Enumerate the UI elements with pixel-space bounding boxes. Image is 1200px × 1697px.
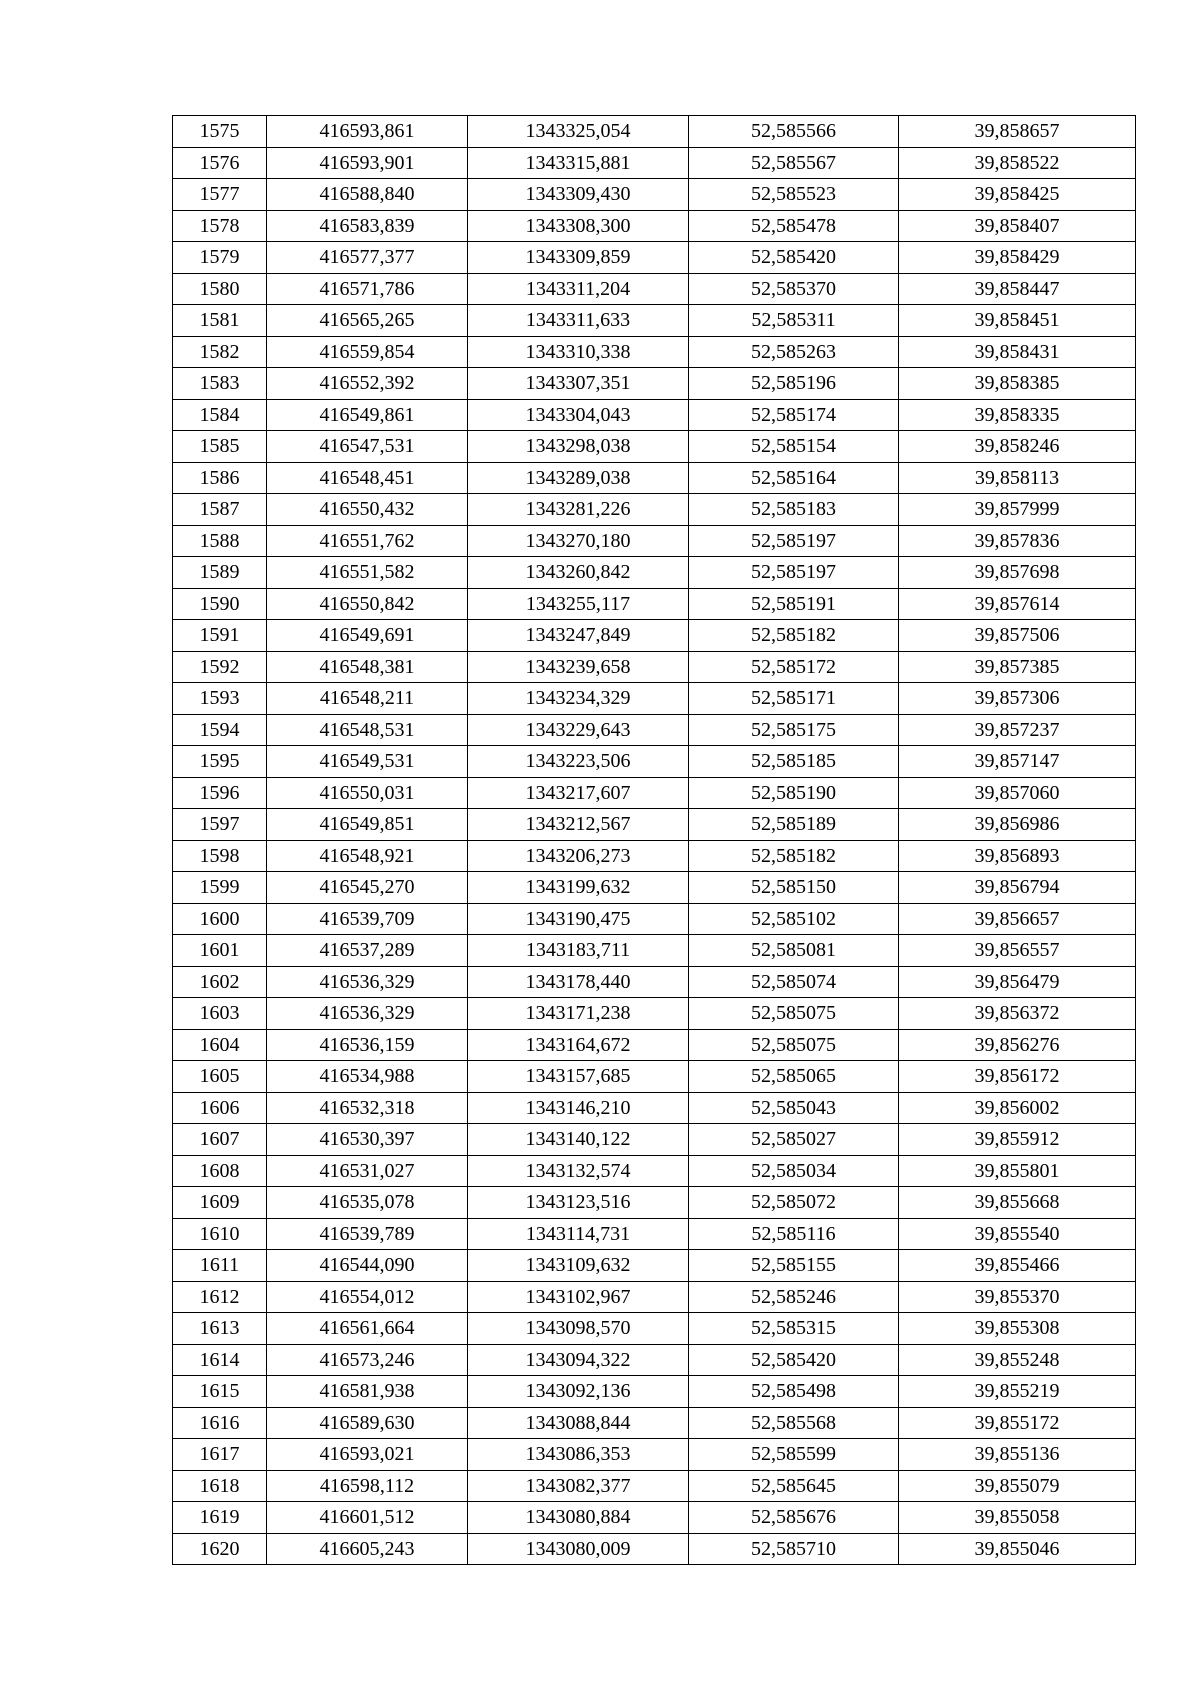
y-coordinate-cell: 1343289,038 <box>468 462 689 494</box>
latitude-cell: 52,585072 <box>689 1187 899 1219</box>
latitude-cell: 52,585676 <box>689 1502 899 1534</box>
latitude-cell: 52,585710 <box>689 1533 899 1565</box>
latitude-cell: 52,585164 <box>689 462 899 494</box>
x-coordinate-cell: 416536,329 <box>267 998 468 1030</box>
longitude-cell: 39,857999 <box>899 494 1136 526</box>
point-number-cell: 1599 <box>173 872 267 904</box>
x-coordinate-cell: 416549,531 <box>267 746 468 778</box>
latitude-cell: 52,585027 <box>689 1124 899 1156</box>
y-coordinate-cell: 1343164,672 <box>468 1029 689 1061</box>
x-coordinate-cell: 416549,851 <box>267 809 468 841</box>
point-number-cell: 1594 <box>173 714 267 746</box>
longitude-cell: 39,855466 <box>899 1250 1136 1282</box>
longitude-cell: 39,857614 <box>899 588 1136 620</box>
latitude-cell: 52,585081 <box>689 935 899 967</box>
latitude-cell: 52,585102 <box>689 903 899 935</box>
y-coordinate-cell: 1343223,506 <box>468 746 689 778</box>
table-row <box>173 903 1136 935</box>
x-coordinate-cell: 416583,839 <box>267 210 468 242</box>
longitude-cell: 39,855668 <box>899 1187 1136 1219</box>
x-coordinate-cell: 416565,265 <box>267 305 468 337</box>
y-coordinate-cell: 1343114,731 <box>468 1218 689 1250</box>
point-number-cell: 1575 <box>173 116 267 148</box>
table-row <box>173 1218 1136 1250</box>
table-row <box>173 1281 1136 1313</box>
longitude-cell: 39,858522 <box>899 147 1136 179</box>
longitude-cell: 39,856557 <box>899 935 1136 967</box>
x-coordinate-cell: 416535,078 <box>267 1187 468 1219</box>
y-coordinate-cell: 1343109,632 <box>468 1250 689 1282</box>
y-coordinate-cell: 1343255,117 <box>468 588 689 620</box>
table-row <box>173 1250 1136 1282</box>
x-coordinate-cell: 416544,090 <box>267 1250 468 1282</box>
point-number-cell: 1598 <box>173 840 267 872</box>
point-number-cell: 1585 <box>173 431 267 463</box>
y-coordinate-cell: 1343298,038 <box>468 431 689 463</box>
table-row <box>173 966 1136 998</box>
point-number-cell: 1590 <box>173 588 267 620</box>
table-row <box>173 872 1136 904</box>
longitude-cell: 39,858335 <box>899 399 1136 431</box>
table-row <box>173 620 1136 652</box>
y-coordinate-cell: 1343281,226 <box>468 494 689 526</box>
point-number-cell: 1611 <box>173 1250 267 1282</box>
longitude-cell: 39,856002 <box>899 1092 1136 1124</box>
y-coordinate-cell: 1343217,607 <box>468 777 689 809</box>
longitude-cell: 39,855058 <box>899 1502 1136 1534</box>
x-coordinate-cell: 416549,691 <box>267 620 468 652</box>
x-coordinate-cell: 416561,664 <box>267 1313 468 1345</box>
table-row <box>173 1187 1136 1219</box>
longitude-cell: 39,855248 <box>899 1344 1136 1376</box>
point-number-cell: 1601 <box>173 935 267 967</box>
x-coordinate-cell: 416589,630 <box>267 1407 468 1439</box>
y-coordinate-cell: 1343178,440 <box>468 966 689 998</box>
table-row <box>173 683 1136 715</box>
latitude-cell: 52,585183 <box>689 494 899 526</box>
point-number-cell: 1587 <box>173 494 267 526</box>
latitude-cell: 52,585150 <box>689 872 899 904</box>
longitude-cell: 39,858385 <box>899 368 1136 400</box>
x-coordinate-cell: 416537,289 <box>267 935 468 967</box>
y-coordinate-cell: 1343086,353 <box>468 1439 689 1471</box>
latitude-cell: 52,585420 <box>689 242 899 274</box>
longitude-cell: 39,858451 <box>899 305 1136 337</box>
x-coordinate-cell: 416548,381 <box>267 651 468 683</box>
y-coordinate-cell: 1343229,643 <box>468 714 689 746</box>
point-number-cell: 1617 <box>173 1439 267 1471</box>
longitude-cell: 39,855172 <box>899 1407 1136 1439</box>
latitude-cell: 52,585370 <box>689 273 899 305</box>
point-number-cell: 1618 <box>173 1470 267 1502</box>
longitude-cell: 39,855308 <box>899 1313 1136 1345</box>
point-number-cell: 1607 <box>173 1124 267 1156</box>
table-row <box>173 242 1136 274</box>
latitude-cell: 52,585197 <box>689 525 899 557</box>
latitude-cell: 52,585189 <box>689 809 899 841</box>
point-number-cell: 1615 <box>173 1376 267 1408</box>
table-row <box>173 368 1136 400</box>
x-coordinate-cell: 416550,432 <box>267 494 468 526</box>
y-coordinate-cell: 1343080,884 <box>468 1502 689 1534</box>
y-coordinate-cell: 1343239,658 <box>468 651 689 683</box>
latitude-cell: 52,585196 <box>689 368 899 400</box>
table-row <box>173 273 1136 305</box>
y-coordinate-cell: 1343247,849 <box>468 620 689 652</box>
latitude-cell: 52,585172 <box>689 651 899 683</box>
y-coordinate-cell: 1343308,300 <box>468 210 689 242</box>
longitude-cell: 39,858246 <box>899 431 1136 463</box>
x-coordinate-cell: 416552,392 <box>267 368 468 400</box>
latitude-cell: 52,585043 <box>689 1092 899 1124</box>
x-coordinate-cell: 416554,012 <box>267 1281 468 1313</box>
x-coordinate-cell: 416547,531 <box>267 431 468 463</box>
y-coordinate-cell: 1343190,475 <box>468 903 689 935</box>
point-number-cell: 1613 <box>173 1313 267 1345</box>
latitude-cell: 52,585075 <box>689 998 899 1030</box>
latitude-cell: 52,585074 <box>689 966 899 998</box>
x-coordinate-cell: 416539,709 <box>267 903 468 935</box>
point-number-cell: 1600 <box>173 903 267 935</box>
y-coordinate-cell: 1343304,043 <box>468 399 689 431</box>
table-row <box>173 746 1136 778</box>
y-coordinate-cell: 1343140,122 <box>468 1124 689 1156</box>
longitude-cell: 39,857306 <box>899 683 1136 715</box>
table-row <box>173 399 1136 431</box>
table-row <box>173 809 1136 841</box>
y-coordinate-cell: 1343310,338 <box>468 336 689 368</box>
longitude-cell: 39,855136 <box>899 1439 1136 1471</box>
x-coordinate-cell: 416532,318 <box>267 1092 468 1124</box>
x-coordinate-cell: 416539,789 <box>267 1218 468 1250</box>
latitude-cell: 52,585190 <box>689 777 899 809</box>
table-row <box>173 935 1136 967</box>
latitude-cell: 52,585182 <box>689 620 899 652</box>
y-coordinate-cell: 1343315,881 <box>468 147 689 179</box>
y-coordinate-cell: 1343325,054 <box>468 116 689 148</box>
table-row <box>173 462 1136 494</box>
longitude-cell: 39,857506 <box>899 620 1136 652</box>
x-coordinate-cell: 416605,243 <box>267 1533 468 1565</box>
y-coordinate-cell: 1343082,377 <box>468 1470 689 1502</box>
table-row <box>173 336 1136 368</box>
point-number-cell: 1577 <box>173 179 267 211</box>
y-coordinate-cell: 1343098,570 <box>468 1313 689 1345</box>
x-coordinate-cell: 416549,861 <box>267 399 468 431</box>
y-coordinate-cell: 1343157,685 <box>468 1061 689 1093</box>
y-coordinate-cell: 1343260,842 <box>468 557 689 589</box>
longitude-cell: 39,856276 <box>899 1029 1136 1061</box>
x-coordinate-cell: 416593,021 <box>267 1439 468 1471</box>
y-coordinate-cell: 1343309,430 <box>468 179 689 211</box>
table-row <box>173 431 1136 463</box>
x-coordinate-cell: 416551,762 <box>267 525 468 557</box>
y-coordinate-cell: 1343092,136 <box>468 1376 689 1408</box>
longitude-cell: 39,856794 <box>899 872 1136 904</box>
table-row <box>173 525 1136 557</box>
y-coordinate-cell: 1343311,633 <box>468 305 689 337</box>
longitude-cell: 39,856657 <box>899 903 1136 935</box>
longitude-cell: 39,856372 <box>899 998 1136 1030</box>
point-number-cell: 1603 <box>173 998 267 1030</box>
x-coordinate-cell: 416531,027 <box>267 1155 468 1187</box>
point-number-cell: 1604 <box>173 1029 267 1061</box>
longitude-cell: 39,855801 <box>899 1155 1136 1187</box>
longitude-cell: 39,856479 <box>899 966 1136 998</box>
y-coordinate-cell: 1343307,351 <box>468 368 689 400</box>
coordinates-table-body <box>173 116 1136 1565</box>
point-number-cell: 1609 <box>173 1187 267 1219</box>
table-row <box>173 1502 1136 1534</box>
point-number-cell: 1620 <box>173 1533 267 1565</box>
table-row <box>173 179 1136 211</box>
latitude-cell: 52,585478 <box>689 210 899 242</box>
longitude-cell: 39,855540 <box>899 1218 1136 1250</box>
latitude-cell: 52,585566 <box>689 116 899 148</box>
latitude-cell: 52,585185 <box>689 746 899 778</box>
table-row <box>173 714 1136 746</box>
latitude-cell: 52,585065 <box>689 1061 899 1093</box>
latitude-cell: 52,585263 <box>689 336 899 368</box>
latitude-cell: 52,585315 <box>689 1313 899 1345</box>
x-coordinate-cell: 416588,840 <box>267 179 468 211</box>
longitude-cell: 39,857060 <box>899 777 1136 809</box>
table-row <box>173 1470 1136 1502</box>
longitude-cell: 39,855370 <box>899 1281 1136 1313</box>
longitude-cell: 39,857147 <box>899 746 1136 778</box>
point-number-cell: 1584 <box>173 399 267 431</box>
y-coordinate-cell: 1343094,322 <box>468 1344 689 1376</box>
x-coordinate-cell: 416598,112 <box>267 1470 468 1502</box>
table-row <box>173 1155 1136 1187</box>
longitude-cell: 39,858113 <box>899 462 1136 494</box>
point-number-cell: 1578 <box>173 210 267 242</box>
y-coordinate-cell: 1343206,273 <box>468 840 689 872</box>
point-number-cell: 1612 <box>173 1281 267 1313</box>
table-row <box>173 1407 1136 1439</box>
point-number-cell: 1583 <box>173 368 267 400</box>
y-coordinate-cell: 1343270,180 <box>468 525 689 557</box>
longitude-cell: 39,858425 <box>899 179 1136 211</box>
coordinates-table <box>172 115 1136 1565</box>
longitude-cell: 39,856172 <box>899 1061 1136 1093</box>
table-row <box>173 1061 1136 1093</box>
table-row <box>173 588 1136 620</box>
latitude-cell: 52,585567 <box>689 147 899 179</box>
point-number-cell: 1619 <box>173 1502 267 1534</box>
table-row <box>173 1124 1136 1156</box>
latitude-cell: 52,585599 <box>689 1439 899 1471</box>
point-number-cell: 1588 <box>173 525 267 557</box>
longitude-cell: 39,856893 <box>899 840 1136 872</box>
x-coordinate-cell: 416581,938 <box>267 1376 468 1408</box>
table-row <box>173 116 1136 148</box>
x-coordinate-cell: 416573,246 <box>267 1344 468 1376</box>
y-coordinate-cell: 1343080,009 <box>468 1533 689 1565</box>
point-number-cell: 1581 <box>173 305 267 337</box>
point-number-cell: 1595 <box>173 746 267 778</box>
table-row <box>173 1344 1136 1376</box>
x-coordinate-cell: 416593,861 <box>267 116 468 148</box>
x-coordinate-cell: 416550,031 <box>267 777 468 809</box>
x-coordinate-cell: 416536,329 <box>267 966 468 998</box>
x-coordinate-cell: 416545,270 <box>267 872 468 904</box>
longitude-cell: 39,855079 <box>899 1470 1136 1502</box>
point-number-cell: 1606 <box>173 1092 267 1124</box>
point-number-cell: 1592 <box>173 651 267 683</box>
x-coordinate-cell: 416601,512 <box>267 1502 468 1534</box>
table-row <box>173 840 1136 872</box>
point-number-cell: 1602 <box>173 966 267 998</box>
latitude-cell: 52,585175 <box>689 714 899 746</box>
x-coordinate-cell: 416559,854 <box>267 336 468 368</box>
y-coordinate-cell: 1343132,574 <box>468 1155 689 1187</box>
y-coordinate-cell: 1343102,967 <box>468 1281 689 1313</box>
longitude-cell: 39,857836 <box>899 525 1136 557</box>
latitude-cell: 52,585034 <box>689 1155 899 1187</box>
point-number-cell: 1589 <box>173 557 267 589</box>
y-coordinate-cell: 1343146,210 <box>468 1092 689 1124</box>
y-coordinate-cell: 1343088,844 <box>468 1407 689 1439</box>
latitude-cell: 52,585116 <box>689 1218 899 1250</box>
table-row <box>173 1313 1136 1345</box>
point-number-cell: 1576 <box>173 147 267 179</box>
x-coordinate-cell: 416548,451 <box>267 462 468 494</box>
x-coordinate-cell: 416571,786 <box>267 273 468 305</box>
point-number-cell: 1593 <box>173 683 267 715</box>
point-number-cell: 1597 <box>173 809 267 841</box>
table-row <box>173 1376 1136 1408</box>
table-row <box>173 494 1136 526</box>
latitude-cell: 52,585645 <box>689 1470 899 1502</box>
latitude-cell: 52,585420 <box>689 1344 899 1376</box>
latitude-cell: 52,585155 <box>689 1250 899 1282</box>
table-row <box>173 1092 1136 1124</box>
latitude-cell: 52,585523 <box>689 179 899 211</box>
longitude-cell: 39,858431 <box>899 336 1136 368</box>
table-row <box>173 651 1136 683</box>
point-number-cell: 1608 <box>173 1155 267 1187</box>
longitude-cell: 39,858657 <box>899 116 1136 148</box>
x-coordinate-cell: 416593,901 <box>267 147 468 179</box>
longitude-cell: 39,855046 <box>899 1533 1136 1565</box>
latitude-cell: 52,585498 <box>689 1376 899 1408</box>
latitude-cell: 52,585246 <box>689 1281 899 1313</box>
point-number-cell: 1582 <box>173 336 267 368</box>
y-coordinate-cell: 1343171,238 <box>468 998 689 1030</box>
latitude-cell: 52,585174 <box>689 399 899 431</box>
y-coordinate-cell: 1343311,204 <box>468 273 689 305</box>
latitude-cell: 52,585191 <box>689 588 899 620</box>
x-coordinate-cell: 416536,159 <box>267 1029 468 1061</box>
point-number-cell: 1596 <box>173 777 267 809</box>
x-coordinate-cell: 416550,842 <box>267 588 468 620</box>
point-number-cell: 1616 <box>173 1407 267 1439</box>
x-coordinate-cell: 416548,531 <box>267 714 468 746</box>
point-number-cell: 1614 <box>173 1344 267 1376</box>
latitude-cell: 52,585075 <box>689 1029 899 1061</box>
x-coordinate-cell: 416548,211 <box>267 683 468 715</box>
longitude-cell: 39,857237 <box>899 714 1136 746</box>
y-coordinate-cell: 1343234,329 <box>468 683 689 715</box>
y-coordinate-cell: 1343199,632 <box>468 872 689 904</box>
y-coordinate-cell: 1343123,516 <box>468 1187 689 1219</box>
table-row <box>173 998 1136 1030</box>
x-coordinate-cell: 416548,921 <box>267 840 468 872</box>
x-coordinate-cell: 416534,988 <box>267 1061 468 1093</box>
point-number-cell: 1579 <box>173 242 267 274</box>
latitude-cell: 52,585154 <box>689 431 899 463</box>
table-row <box>173 1439 1136 1471</box>
point-number-cell: 1580 <box>173 273 267 305</box>
longitude-cell: 39,857698 <box>899 557 1136 589</box>
longitude-cell: 39,855912 <box>899 1124 1136 1156</box>
longitude-cell: 39,858447 <box>899 273 1136 305</box>
table-row <box>173 557 1136 589</box>
latitude-cell: 52,585171 <box>689 683 899 715</box>
table-row <box>173 1533 1136 1565</box>
point-number-cell: 1586 <box>173 462 267 494</box>
longitude-cell: 39,858407 <box>899 210 1136 242</box>
table-row <box>173 305 1136 337</box>
longitude-cell: 39,855219 <box>899 1376 1136 1408</box>
table-row <box>173 1029 1136 1061</box>
table-row <box>173 147 1136 179</box>
table-row <box>173 777 1136 809</box>
y-coordinate-cell: 1343183,711 <box>468 935 689 967</box>
latitude-cell: 52,585311 <box>689 305 899 337</box>
longitude-cell: 39,857385 <box>899 651 1136 683</box>
latitude-cell: 52,585568 <box>689 1407 899 1439</box>
latitude-cell: 52,585182 <box>689 840 899 872</box>
point-number-cell: 1591 <box>173 620 267 652</box>
point-number-cell: 1610 <box>173 1218 267 1250</box>
longitude-cell: 39,858429 <box>899 242 1136 274</box>
point-number-cell: 1605 <box>173 1061 267 1093</box>
latitude-cell: 52,585197 <box>689 557 899 589</box>
x-coordinate-cell: 416551,582 <box>267 557 468 589</box>
longitude-cell: 39,856986 <box>899 809 1136 841</box>
x-coordinate-cell: 416530,397 <box>267 1124 468 1156</box>
table-row <box>173 210 1136 242</box>
y-coordinate-cell: 1343309,859 <box>468 242 689 274</box>
x-coordinate-cell: 416577,377 <box>267 242 468 274</box>
y-coordinate-cell: 1343212,567 <box>468 809 689 841</box>
